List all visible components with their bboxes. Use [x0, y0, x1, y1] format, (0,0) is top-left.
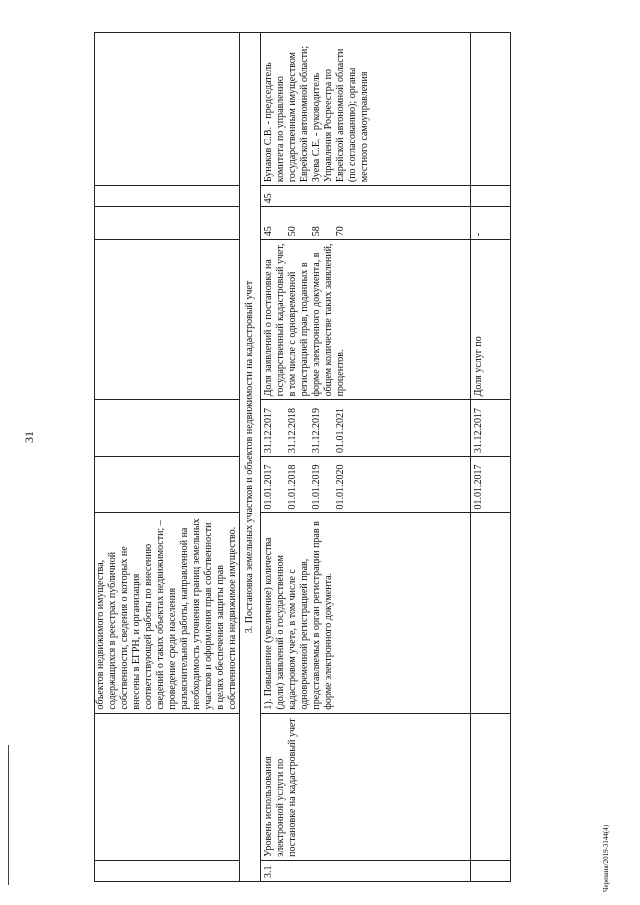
start-dates: 01.01.2017 01.01.2018 01.01.2019 01.01.2020 [261, 456, 471, 513]
table-row [95, 33, 240, 882]
end-dates: 31.12.2017 31.12.2018 31.12.2019 01.01.2021 [261, 400, 471, 457]
footer-code: Черешня/2019-3144(4) [602, 824, 610, 892]
margin-line [8, 745, 9, 885]
row-number: 3.1 [261, 860, 471, 881]
page-number: 31 [22, 431, 36, 443]
section-title: 3. Постановка земельных участков и объектов недвижимости на кадастровый учет [240, 33, 261, 882]
rotated-page [94, 32, 534, 882]
target-values: 45 50 58 70 [261, 207, 471, 240]
responsible-cell: Бунаков С.В. - председатель комитета по управлению государственным имуществом Еврейской автономной области; Зуева С.Е. - руководитель Управления Росреестра по Еврейской автономной области (по согласованию); органы местного самоуправления [261, 33, 471, 186]
section-header-row [240, 33, 261, 882]
measure-cell: 1). Повышение (увеличение) количества (доли) заявлений о государственном кадастровом учете, в том числе с одновременной регистрацией прав, представляемых в орган регистрации прав в форме электронного документа. [261, 513, 471, 713]
indicator-name: Уровень использования электронной услуги по постановке на кадастровый учет [261, 713, 471, 860]
table-row [471, 33, 511, 882]
indicator-description: Доля заявлений о постановке на государственный кадастровый учет, в том числе с одновременной регистрацией прав, поданных в форме электронного документа, в общем количестве таких заявлений, процентов. [261, 240, 471, 400]
table-row [261, 33, 471, 882]
measure-cell: объектов недвижимого имущества, содержащихся в реестрах публичной собственности, сведения о которых не внесены в ЕГРН, и организация соответствующей работы по внесению сведений о таких объектах недвижимости; – проведение среди населения разъяснительной работы, направленной на необходимость уточнения границ земельных участков и оформления прав собственности в целях обеспечения защиты прав собственности на недвижимое имущество. [95, 513, 240, 713]
indicator-description: Доля услуг по [471, 240, 511, 400]
start-date: 01.01.2017 [471, 456, 511, 513]
program-table [94, 32, 511, 882]
target-value: - [471, 207, 511, 240]
actual-value: 45 [261, 186, 471, 207]
end-date: 31.12.2017 [471, 400, 511, 457]
